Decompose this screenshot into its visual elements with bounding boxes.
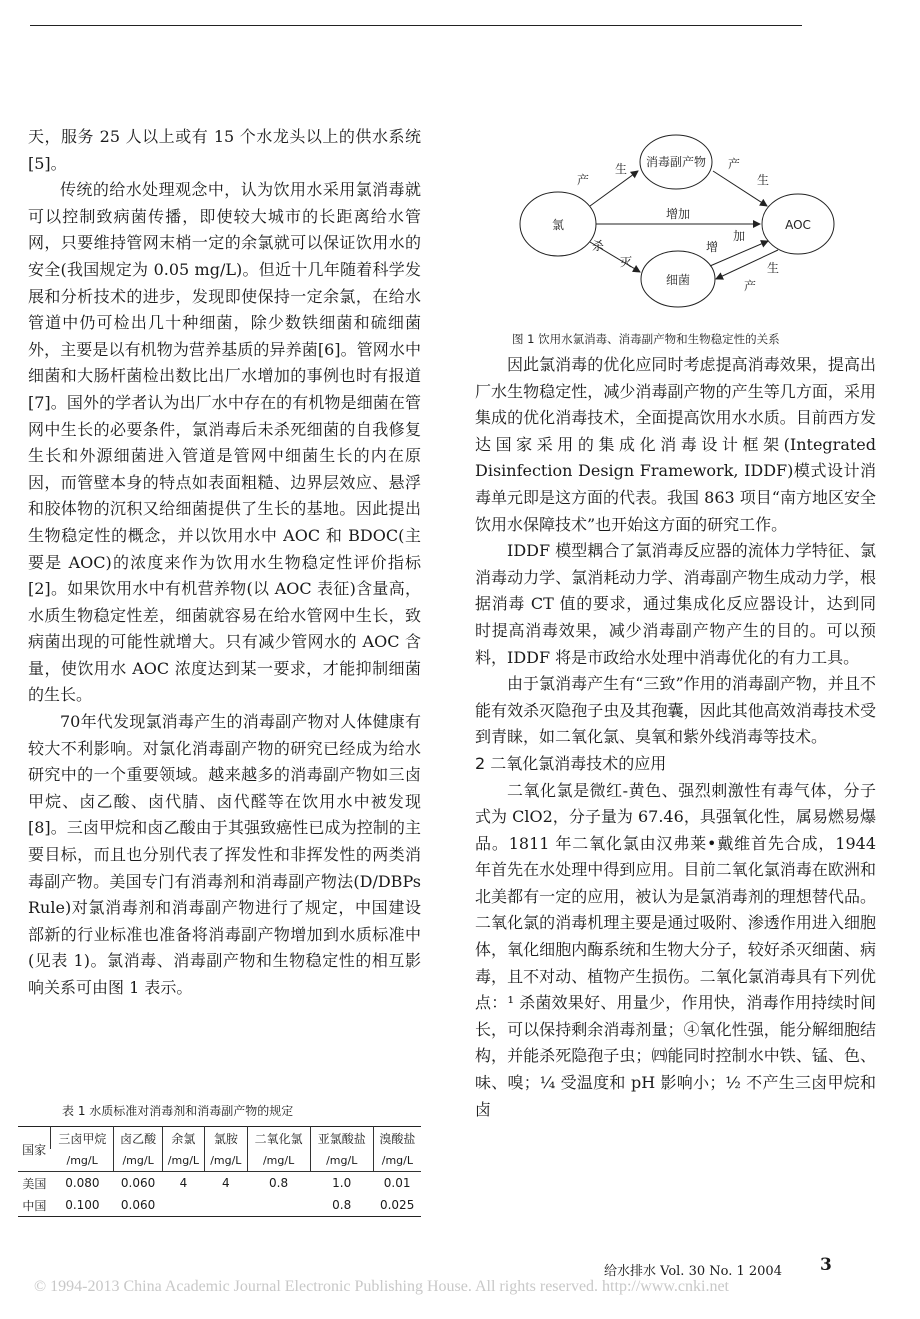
table-cell — [205, 1194, 247, 1217]
table-header-cell: 二氧化氯 — [247, 1127, 310, 1150]
section-heading: 2 二氧化氯消毒技术的应用 — [475, 753, 667, 773]
table-cell — [162, 1194, 204, 1217]
table-unit-cell: /mg/L — [310, 1149, 373, 1172]
edge-label: 生 — [766, 261, 780, 275]
table-cell: 0.8 — [269, 1176, 289, 1190]
node-label: 细菌 — [665, 273, 691, 287]
node-label: 消毒副产物 — [645, 155, 707, 169]
edge-label: 加 — [732, 229, 746, 243]
table-cell: 0.025 — [373, 1194, 421, 1217]
figure-caption: 图 1 饮用水氯消毒、消毒副产物和生物稳定性的关系 — [512, 332, 780, 346]
table-cell: 0.080 — [65, 1176, 100, 1190]
table-header-cell: 溴酸盐 — [373, 1127, 421, 1150]
node-label: 氯 — [551, 218, 565, 232]
table-cell: 0.060 — [120, 1176, 156, 1190]
table-header-cell: 卤乙酸 — [114, 1127, 162, 1150]
header-rule — [30, 25, 802, 26]
table-row — [18, 1172, 421, 1195]
table-cell: 美国 — [22, 1176, 47, 1191]
table-unit-cell: /mg/L — [51, 1149, 114, 1172]
table-unit-cell: /mg/L — [205, 1149, 247, 1172]
table-cell: 0.8 — [310, 1194, 373, 1217]
table-unit-cell: /mg/L — [247, 1149, 310, 1172]
paragraph-optimization: 因此氯消毒的优化应同时考虑提高消毒效果，提高出厂水生物稳定性，减少消毒副产物的产生等几方面，采用集成的优化消毒技术，全面提高饮用水水质。目前西方发达国家采用的集成化消毒设计框架(Integrated Disinfection Design Framework, IDDF)模式设计消毒单元即是这方面的代表。我国 863 项目“南方地区安全饮用水保障技术”也开始这方面的研究工作。 — [475, 355, 876, 534]
page-number: 3 — [820, 1255, 832, 1275]
right-column — [475, 352, 876, 1123]
table-cell: 1.0 — [332, 1176, 352, 1190]
edge-label: 产 — [576, 173, 590, 187]
table-header-cell: 氯胺 — [205, 1127, 247, 1150]
table-unit-cell: /mg/L — [114, 1149, 162, 1172]
paragraph-continued: 天，服务 25 人以上或有 15 个水龙头以上的供水系统[5]。 — [28, 127, 421, 173]
left-column — [28, 124, 421, 1002]
table-cell: 4 — [179, 1176, 188, 1190]
table-cell: 0.100 — [51, 1194, 114, 1217]
relationship-diagram — [488, 126, 868, 326]
table-unit-cell: /mg/L — [162, 1149, 204, 1172]
paragraph-dbp: 70年代发现氯消毒产生的消毒副产物对人体健康有较大不利影响。对氯化消毒副产物的研究已经成为给水研究中的一个重要领域。越来越多的消毒副产物如三卤甲烷、卤乙酸、卤代腈、卤代醛等在饮用水中被发现[8]。三卤甲烷和卤乙酸由于其强致癌性已成为控制的主要目标，而且也分别代表了挥发性和非挥发性的两类消毒副产物。美国专门有消毒剂和消毒副产物法(D/DBPs Rule)对氯消毒剂和消毒副产物进行了规定，中国建设部新的行业标准也准备将消毒副产物增加到水质标准中(见表 1)。氯消毒、消毒副产物和生物稳定性的相互影响关系可由图 1 表示。 — [28, 712, 421, 997]
table-cell: 0.060 — [114, 1194, 162, 1217]
paragraph-iddf: IDDF 模型耦合了氯消毒反应器的流体力学特征、氯消毒动力学、氯消耗动力学、消毒副产物生成动力学，根据消毒 CT 值的要求，通过集成化反应器设计，达到同时提高消毒效果，减少消毒副产物产生的目的。可以预料，IDDF 将是市政给水处理中消毒优化的有力工具。 — [475, 541, 876, 667]
journal-info: 给水排水 Vol. 30 No. 1 2004 — [604, 1264, 782, 1279]
standards-table — [18, 1126, 421, 1217]
edge-label: 增加 — [665, 207, 691, 221]
edge-label: 产 — [727, 157, 741, 171]
table-cell: 4 — [222, 1176, 230, 1190]
arrow-cl-dbp — [590, 171, 638, 206]
node-label: AOC — [785, 218, 811, 232]
edge-label: 生 — [614, 162, 628, 176]
table-row — [18, 1194, 421, 1217]
table-unit-cell: /mg/L — [373, 1149, 421, 1172]
table-cell: 0.01 — [383, 1176, 411, 1190]
figure-1 — [488, 126, 868, 326]
copyright-watermark: © 1994-2013 China Academic Journal Electronic Publishing House. All rights reserved. http://www.cnki.net — [34, 1278, 729, 1295]
edge-label: 灭 — [619, 255, 633, 269]
table-header-cell: 余氯 — [162, 1127, 204, 1150]
table-caption: 表 1 水质标准对消毒剂和消毒副产物的规定 — [62, 1104, 294, 1118]
table-cell: 中国 — [18, 1194, 51, 1217]
table-header-cell: 亚氯酸盐 — [310, 1127, 373, 1150]
edge-label: 生 — [756, 173, 770, 187]
paragraph-biostability: 传统的给水处理观念中，认为饮用水采用氯消毒就可以控制致病菌传播，即使较大城市的长距离给水管网，只要维持管网末梢一定的余氯就可以保证饮用水的安全(我国规定为 0.05 mg/L)。但近十几年随着科学发展和分析技术的进步，发现即使保持一定余氯，在给水管道中仍可检出几十种细菌，除少数铁细菌和硫细菌外，主要是以有机物为营养基质的异养菌[6]。管网水中细菌和大肠杆菌检出数比出厂水增加的事例也时有报道[7]。国外的学者认为出厂水中存在的有机物是细菌在管网中生长的必要条件，氯消毒后未杀死细菌的自我修复生长和外源细菌进入管道是管网中细菌生长的内在原因，而管壁本身的特点如表面粗糙、边界层效应、悬浮和胶体物的沉积又给细菌提供了生长的基地。因此提出生物稳定性的概念，并以饮用水中 AOC 和 BDOC(主要是 AOC)的浓度来作为饮用水生物稳定性评价指标[2]。如果饮用水中有机营养物(以 AOC 表征)含量高，水质生物稳定性差，细菌就容易在给水管网中生长，致病菌出现的可能性就增大。只有减少管网水的 AOC 含量，使饮用水 AOC 浓度达到某一要求，才能抑制细菌的生长。 — [28, 180, 421, 705]
paragraph-alternatives: 由于氯消毒产生有“三致”作用的消毒副产物，并且不能有效杀灭隐孢子虫及其孢囊，因此其他高效消毒技术受到青睐，如二氧化氯、臭氧和紫外线消毒等技术。 — [475, 674, 876, 747]
table-cell — [247, 1194, 310, 1217]
paragraph-clo2: 二氧化氯是微红-黄色、强烈刺激性有毒气体，分子式为 ClO2，分子量为 67.46，具强氧化性，属易燃易爆品。1811 年二氧化氯由汉弗莱•戴维首先合成，1944 年首先在水处理中得到应用。目前二氧化氯消毒在欧洲和北美都有一定的应用，被认为是氯消毒剂的理想替代品。二氧化氯的消毒机理主要是通过吸附、渗透作用进入细胞体，氧化细胞内酶系统和生物大分子，较好杀灭细菌、病毒，且不对动、植物产生损伤。二氧化氯消毒具有下列优点：¹ 杀菌效果好、用量少，作用快，消毒作用持续时间长，可以保持剩余消毒剂量；④氧化性强，能分解细胞结构，并能杀死隐孢子虫；㈣能同时控制水中铁、锰、色、味、嗅；¼ 受温度和 pH 影响小；½ 不产生三卤甲烷和卤 — [475, 780, 876, 1119]
arrow-bacteria-aoc — [710, 241, 768, 266]
table-header-cell: 三卤甲烷 — [51, 1127, 114, 1150]
edge-label: 杀 — [591, 239, 605, 253]
edge-label: 增 — [705, 240, 719, 254]
table-header-cell: 国家 — [18, 1127, 51, 1172]
edge-label: 产 — [743, 279, 757, 293]
